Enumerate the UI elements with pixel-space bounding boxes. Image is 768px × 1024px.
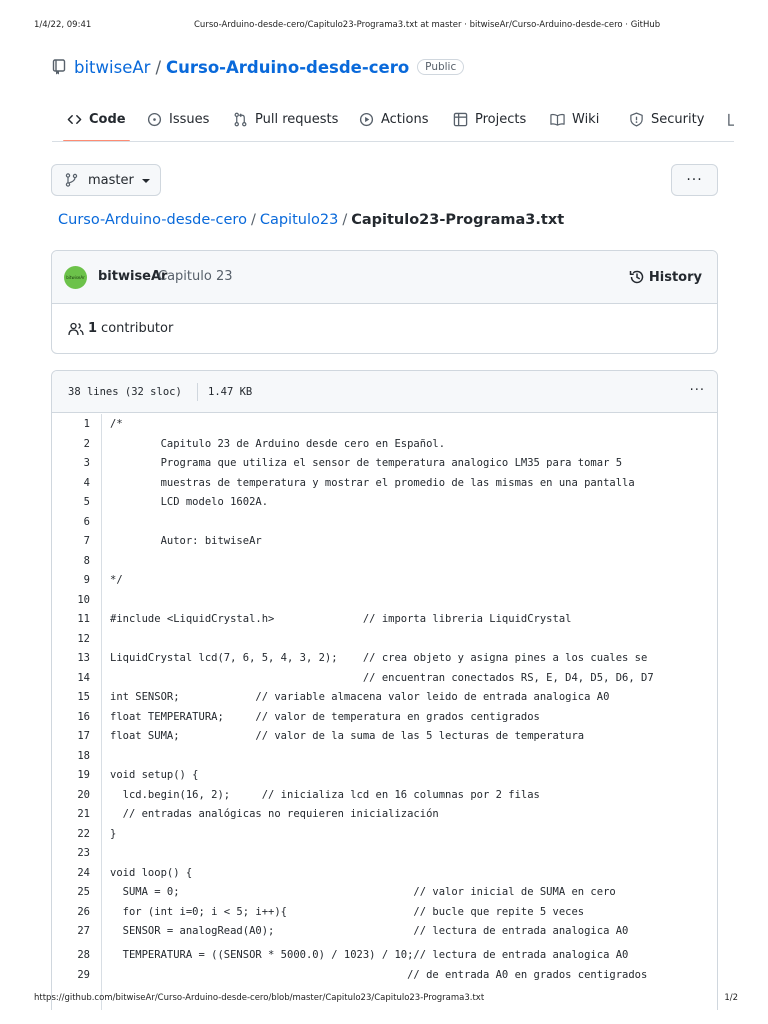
- code-line: [52, 474, 717, 492]
- git-branch-icon: [65, 173, 78, 187]
- line-content: for (int i=0; i < 5; i++){ // bucle que repite 5 veces: [110, 905, 585, 918]
- branch-name: master: [88, 172, 134, 188]
- tab-wiki[interactable]: [550, 98, 599, 141]
- repo-nav-tabs: [52, 98, 734, 142]
- repo-icon: [52, 59, 66, 75]
- avatar-text: bitwiseAr: [66, 275, 85, 280]
- line-number[interactable]: 27: [77, 925, 90, 937]
- code-line: [52, 688, 717, 706]
- play-icon: [359, 112, 374, 127]
- code-line: [52, 552, 717, 570]
- graph-icon: [727, 112, 734, 127]
- line-number[interactable]: 15: [77, 691, 90, 703]
- line-number[interactable]: 29: [77, 968, 90, 981]
- line-number[interactable]: 2: [83, 437, 90, 450]
- chevron-down-icon: [142, 179, 150, 183]
- line-content: }: [110, 827, 117, 840]
- line-number[interactable]: 26: [77, 905, 90, 918]
- line-content: LCD modelo 1602A.: [110, 496, 269, 508]
- line-content: #include <LiquidCrystal.h> // importa libreria LiquidCrystal: [110, 613, 572, 625]
- print-date: 1/4/22, 09:41: [34, 20, 92, 30]
- more-options-button[interactable]: ···: [671, 164, 718, 196]
- file-viewer: [51, 370, 718, 1010]
- code-line: [52, 649, 717, 667]
- history-icon: [629, 269, 645, 285]
- issue-icon: [147, 112, 162, 127]
- line-number[interactable]: 14: [77, 671, 90, 684]
- line-content: void loop() {: [110, 866, 193, 879]
- code-line: [52, 903, 717, 921]
- line-content: lcd.begin(16, 2); // inicializa lcd en 16 columnas por 2 filas: [110, 788, 540, 801]
- line-number[interactable]: 13: [77, 652, 90, 664]
- line-content: void setup() {: [110, 769, 199, 781]
- code-line: [52, 591, 717, 609]
- breadcrumb-folder-link[interactable]: Capitulo23: [259, 212, 339, 228]
- line-number[interactable]: 4: [83, 476, 90, 489]
- code-line: [52, 966, 717, 984]
- line-number[interactable]: 6: [83, 515, 90, 528]
- tab-actions[interactable]: [359, 98, 429, 141]
- tab-pull-requests-label: Pull requests: [255, 112, 339, 127]
- code-line: [52, 532, 717, 550]
- commit-author-link[interactable]: bitwiseAr: [98, 269, 168, 284]
- tab-projects[interactable]: [453, 98, 526, 141]
- pull-request-icon: [233, 112, 248, 127]
- line-content: int SENSOR; // variable almacena valor leido de entrada analogica A0: [110, 691, 610, 703]
- contributors-label: contributor: [101, 321, 174, 336]
- visibility-badge: Public: [417, 59, 464, 75]
- shield-icon: [629, 112, 644, 127]
- code-line: [52, 610, 717, 628]
- branch-selector-button[interactable]: [51, 164, 161, 196]
- line-number[interactable]: 3: [83, 457, 90, 469]
- tab-projects-label: Projects: [475, 112, 527, 127]
- line-number[interactable]: 21: [77, 808, 90, 820]
- line-number[interactable]: 5: [83, 496, 90, 508]
- code-line: [52, 883, 717, 901]
- code-line: [52, 493, 717, 511]
- tab-insights-partial[interactable]: [727, 98, 734, 141]
- code-line: [52, 825, 717, 843]
- tab-code[interactable]: [67, 98, 126, 141]
- code-line: [52, 844, 717, 862]
- book-icon: [550, 112, 565, 127]
- code-line: [52, 805, 717, 823]
- repo-name-link[interactable]: Curso-Arduino-desde-cero: [166, 57, 410, 77]
- commit-message-link[interactable]: Capitulo 23: [158, 269, 233, 284]
- line-number[interactable]: 16: [77, 710, 90, 723]
- tab-wiki-label: Wiki: [572, 112, 600, 127]
- file-header: [52, 371, 717, 413]
- line-content: TEMPERATURA = ((SENSOR * 5000.0) / 1023) / 10;// lectura de entrada analogica A0: [110, 949, 629, 961]
- contributors-count: 1: [88, 321, 98, 336]
- code-line: [52, 454, 717, 472]
- latest-commit-box: [51, 250, 718, 354]
- line-content: // de entrada A0 en grados centigrados: [110, 968, 648, 981]
- tab-pull-requests[interactable]: [233, 98, 338, 141]
- repo-heading: [52, 56, 464, 78]
- line-number[interactable]: 19: [77, 769, 90, 781]
- line-content: */: [110, 574, 123, 586]
- file-header-divider: [197, 383, 198, 401]
- repo-owner-link[interactable]: bitwiseAr: [74, 57, 151, 77]
- tab-actions-label: Actions: [381, 112, 429, 127]
- avatar[interactable]: [64, 266, 87, 289]
- tab-issues[interactable]: [147, 98, 209, 141]
- code-line: [52, 630, 717, 648]
- code-line: [52, 571, 717, 589]
- people-icon: [68, 322, 84, 336]
- line-content: LiquidCrystal lcd(7, 6, 5, 4, 3, 2); // crea objeto y asigna pines a los cuales se: [110, 652, 648, 664]
- code-line: [52, 513, 717, 531]
- code-area[interactable]: [52, 414, 717, 1010]
- line-content: // entradas analógicas no requieren inicialización: [110, 808, 439, 820]
- tab-issues-label: Issues: [169, 112, 210, 127]
- code-icon: [67, 112, 82, 127]
- repo-separator: /: [155, 57, 161, 77]
- breadcrumb-repo-link[interactable]: Curso-Arduino-desde-cero: [58, 212, 247, 228]
- history-label: History: [648, 269, 702, 285]
- code-line: [52, 766, 717, 784]
- line-content: // encuentran conectados RS, E, D4, D5, D6, D7: [110, 671, 654, 684]
- line-content: Programa que utiliza el sensor de temperatura analogico LM35 para tomar 5: [110, 457, 623, 469]
- line-content: Capitulo 23 de Arduino desde cero en Español.: [110, 437, 446, 450]
- code-line: [52, 922, 717, 940]
- breadcrumb-separator: /: [342, 212, 348, 228]
- code-line: [52, 415, 717, 433]
- tab-code-label: Code: [89, 112, 126, 127]
- line-number[interactable]: 17: [77, 730, 90, 742]
- line-number[interactable]: 18: [77, 749, 90, 762]
- line-number[interactable]: 8: [83, 554, 90, 567]
- file-size: 1.47 KB: [208, 386, 253, 398]
- line-number[interactable]: 23: [77, 847, 90, 859]
- print-title: Curso-Arduino-desde-cero/Capitulo23-Programa3.txt at master · bitwiseAr/Curso-Arduino-desde-cero · GitHub: [194, 20, 661, 30]
- breadcrumb: [58, 212, 564, 228]
- tab-security[interactable]: [629, 98, 704, 141]
- code-line: [52, 864, 717, 882]
- code-line: [52, 727, 717, 745]
- breadcrumb-current-file: Capitulo23-Programa3.txt: [351, 212, 565, 228]
- code-line: [52, 435, 717, 453]
- line-number[interactable]: 1: [83, 418, 90, 430]
- line-content: float TEMPERATURA; // valor de temperatura en grados centigrados: [110, 710, 540, 723]
- print-footer: [34, 993, 738, 1005]
- line-number[interactable]: 24: [77, 866, 90, 879]
- commit-header: [52, 251, 717, 304]
- print-url: https://github.com/bitwiseAr/Curso-Arduino-desde-cero/blob/master/Capitulo23/Capitulo23-Programa3.txt: [34, 993, 485, 1003]
- line-content: SUMA = 0; // valor inicial de SUMA en cero: [110, 886, 616, 898]
- code-line: [52, 747, 717, 765]
- line-number[interactable]: 22: [77, 827, 90, 840]
- line-number[interactable]: 28: [77, 949, 90, 961]
- code-line: [52, 708, 717, 726]
- tab-security-label: Security: [651, 112, 705, 127]
- history-button[interactable]: [629, 269, 702, 285]
- line-number[interactable]: 12: [77, 632, 90, 645]
- line-number[interactable]: 20: [77, 788, 90, 801]
- project-icon: [453, 112, 468, 127]
- line-content: /*: [110, 418, 123, 430]
- line-number[interactable]: 7: [83, 535, 90, 547]
- code-line: [52, 786, 717, 804]
- line-number[interactable]: 11: [77, 613, 90, 625]
- line-number[interactable]: 10: [77, 593, 90, 606]
- line-number[interactable]: 9: [83, 574, 90, 586]
- file-more-options-button[interactable]: ···: [689, 383, 705, 398]
- print-page-number: 1/2: [724, 993, 738, 1003]
- contributors-link[interactable]: [68, 321, 173, 336]
- code-line: [52, 669, 717, 687]
- line-content: SENSOR = analogRead(A0); // lectura de entrada analogica A0: [110, 925, 629, 937]
- breadcrumb-separator: /: [250, 212, 256, 228]
- line-content: float SUMA; // valor de la suma de las 5 lecturas de temperatura: [110, 730, 585, 742]
- code-line: [52, 946, 717, 964]
- line-content: Autor: bitwiseAr: [110, 535, 262, 547]
- line-number[interactable]: 25: [77, 886, 90, 898]
- line-content: muestras de temperatura y mostrar el promedio de las mismas en una pantalla: [110, 476, 635, 489]
- file-line-count: 38 lines (32 sloc): [68, 386, 182, 398]
- print-header: [34, 20, 738, 32]
